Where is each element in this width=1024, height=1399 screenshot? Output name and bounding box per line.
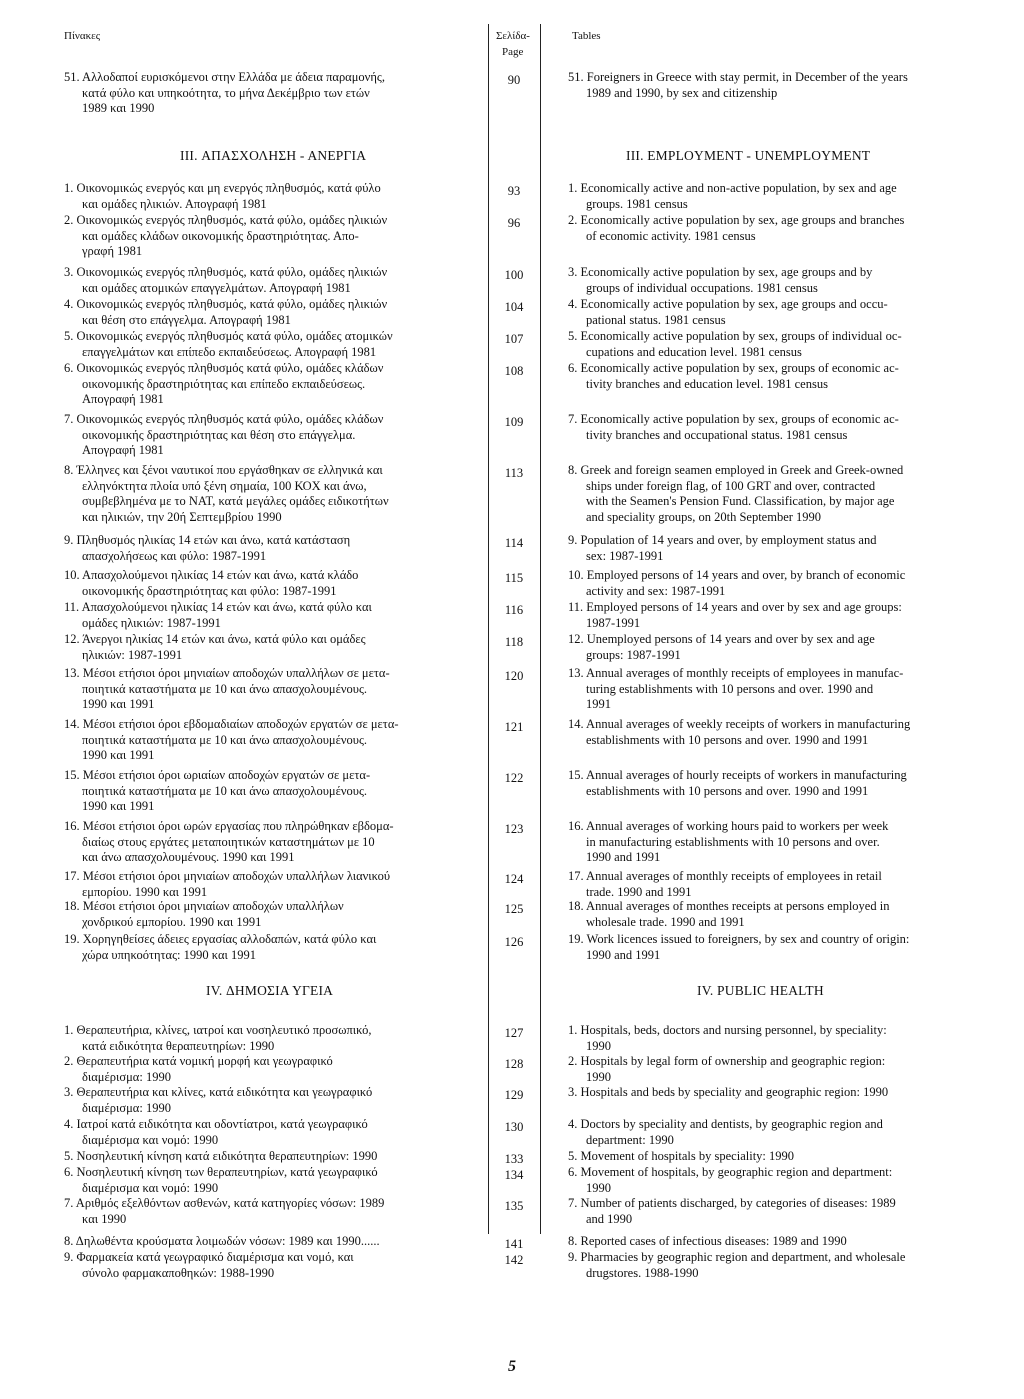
entry-greek (64, 666, 490, 713)
entry-english (568, 297, 994, 328)
entry-page-number: 127 (504, 1026, 524, 1040)
entry-english (568, 329, 994, 360)
entry-greek-line: 15. Μέσοι ετήσιοι όροι ωριαίων αποδοχών εργατών σε μετα- (64, 768, 371, 782)
entry-page-number: 133 (504, 1152, 524, 1166)
entry-greek-line: διαμέρισμα και νομό: 1990 (82, 1132, 219, 1147)
entry-greek-line: 3. Οικονομικώς ενεργός πληθυσμός, κατά φύλο, ομάδες ηλικιών (64, 265, 388, 279)
entry-greek-line: εμπορίου. 1990 και 1991 (82, 884, 208, 899)
entry-page-number: 115 (504, 571, 524, 585)
entry-greek-line: διαμέρισμα: 1990 (82, 1100, 171, 1115)
entry-english-line: tivity branches and education level. 1981 census (586, 376, 828, 391)
entry-english (568, 181, 994, 212)
entry-page-number: 129 (504, 1088, 524, 1102)
entry-english-line: 9. Pharmacies by geographic region and department, and wholesale (568, 1250, 906, 1264)
entry-greek (64, 768, 490, 815)
entry-greek (64, 1054, 490, 1085)
entry-greek-line: και ομάδες ατομικών επαγγελμάτων. Απογραφή 1981 (82, 280, 351, 295)
entry-english-line: 1. Hospitals, beds, doctors and nursing personnel, by speciality: (568, 1023, 887, 1037)
entry-english-line: 8. Reported cases of infectious diseases: 1989 and 1990 (568, 1234, 847, 1248)
entry-page-number: 125 (504, 902, 524, 916)
entry-greek-line: 12. Άνεργοι ηλικίας 14 ετών και άνω, κατά φύλο και ομάδες (64, 632, 366, 646)
entry-english-line: 1990 (586, 1180, 611, 1195)
entry-greek-line: 7. Οικονομικώς ενεργός πληθυσμός κατά φύλο, ομάδες κλάδων (64, 412, 384, 426)
entry-greek (64, 1023, 490, 1054)
entry-greek (64, 297, 490, 328)
entry-page-number: 124 (504, 872, 524, 886)
entry-page-number: 90 (507, 73, 521, 87)
entry-page-number: 128 (504, 1057, 524, 1071)
header-page-english: Page (502, 46, 524, 58)
entry-english (568, 899, 994, 930)
entry-greek-line: επαγγελμάτων και επίπεδο εκπαιδεύσεως. Απογραφή 1981 (82, 344, 377, 359)
section-heading-employment-english: III. EMPLOYMENT - UNEMPLOYMENT (626, 148, 871, 163)
entry-page-number: 135 (504, 1199, 524, 1213)
entry-page-number: 116 (504, 603, 524, 617)
entry-page-number: 113 (504, 466, 524, 480)
entry-greek-line: και 1990 (82, 1211, 127, 1226)
section-heading-health-english: IV. PUBLIC HEALTH (697, 983, 824, 998)
entry-english-line: groups. 1981 census (586, 196, 688, 211)
entry-english (568, 666, 994, 713)
entry-page-number: 123 (504, 822, 524, 836)
entry-page-number: 96 (507, 216, 521, 230)
entry-english-line: 5. Movement of hospitals by speciality: 1990 (568, 1149, 795, 1163)
column-divider-right (540, 24, 541, 1234)
entry-english (568, 768, 994, 799)
entry-greek-line: 14. Μέσοι ετήσιοι όροι εβδομαδιαίων αποδοχών εργατών σε μετα- (64, 717, 399, 731)
entry-page-number: 120 (504, 669, 524, 683)
entry-page-number: 126 (504, 935, 524, 949)
entry-greek-line: οικονομικής δραστηριότητας και φύλο: 1987-1991 (82, 583, 337, 598)
entry-greek-line: οικονομικής δραστηριότητας και θέση στο επάγγελμα. (82, 427, 356, 442)
entry-greek-line: 9. Πληθυσμός ηλικίας 14 ετών και άνω, κατά κατάσταση (64, 533, 351, 547)
entry-english-line: 1987-1991 (586, 615, 641, 630)
entry-greek-line: ηλικιών: 1987-1991 (82, 647, 183, 662)
entry-greek-line: και ομάδες ηλικιών. Απογραφή 1981 (82, 196, 267, 211)
entry-english (568, 869, 994, 900)
entry-english (568, 70, 994, 101)
entry-english-line: drugstores. 1988-1990 (586, 1265, 699, 1280)
entry-english-line: 16. Annual averages of working hours paid to workers per week (568, 819, 889, 833)
entry-english-line: 1. Economically active and non-active population, by sex and age (568, 181, 897, 195)
entry-greek-line: 19. Χορηγηθείσες άδειες εργασίας αλλοδαπών, κατά φύλο και (64, 932, 377, 946)
entry-english (568, 213, 994, 244)
entry-english-line: 7. Number of patients discharged, by categories of diseases: 1989 (568, 1196, 896, 1210)
entry-english (568, 568, 994, 599)
entry-greek-line: χώρα υπηκοότητας: 1990 και 1991 (82, 947, 257, 962)
entry-english-line: 1990 (586, 1069, 611, 1084)
entry-english (568, 1149, 994, 1165)
entry-page-number: 114 (504, 536, 524, 550)
entry-english-line: department: 1990 (586, 1132, 674, 1147)
entry-english (568, 412, 994, 443)
entry-english-line: establishments with 10 persons and over. 1990 and 1991 (586, 783, 869, 798)
entry-greek-line: 1990 και 1991 (82, 748, 155, 763)
entry-greek-line: 5. Οικονομικώς ενεργός πληθυσμός κατά φύλο, ομάδες ατομικών (64, 329, 393, 343)
entry-english-line: 2. Economically active population by sex, age groups and branches (568, 213, 905, 227)
entry-greek (64, 1117, 490, 1148)
entry-greek-line: Απογραφή 1981 (82, 443, 164, 458)
entry-english-line: pational status. 1981 census (586, 312, 726, 327)
entry-greek-line: 13. Μέσοι ετήσιοι όροι μηνιαίων αποδοχών υπαλλήλων σε μετα- (64, 666, 390, 680)
entry-english (568, 361, 994, 392)
entry-greek-line: 6. Νοσηλευτική κίνηση των θεραπευτηρίων, κατά γεωγραφικό (64, 1165, 378, 1179)
entry-english-line: establishments with 10 persons and over. 1990 and 1991 (586, 732, 869, 747)
entry-greek-line: ποιητικά καταστήματα με 10 και άνω απασχολουμένους. (82, 681, 368, 696)
entry-page-number: 134 (504, 1168, 524, 1182)
entry-english-line: 7. Economically active population by sex, groups of economic ac- (568, 412, 899, 426)
entry-greek-line: Απογραφή 1981 (82, 392, 164, 407)
entry-english-line: 4. Doctors by speciality and dentists, by geographic region and (568, 1117, 883, 1131)
entry-greek-line: ποιητικά καταστήματα με 10 και άνω απασχολουμένους. (82, 783, 368, 798)
entry-greek-line: κατά φύλο και υπηκοότητα, το μήνα Δεκέμβριο των ετών (82, 85, 370, 100)
entry-page-number: 109 (504, 415, 524, 429)
entry-greek (64, 568, 490, 599)
entry-english-line: with the Seamen's Pension Fund. Classification, by major age (586, 494, 895, 509)
entry-page-number: 93 (507, 184, 521, 198)
entry-greek (64, 632, 490, 663)
entry-english (568, 1054, 994, 1085)
entry-english-line: 5. Economically active population by sex, groups of individual oc- (568, 329, 902, 343)
entry-english-line: turing establishments with 10 persons and over. 1990 and (586, 681, 874, 696)
entry-english-line: 10. Employed persons of 14 years and over, by branch of economic (568, 568, 906, 582)
entry-english-line: and speciality groups, on 20th September 1990 (586, 509, 822, 524)
entry-english-line: 3. Hospitals and beds by speciality and geographic region: 1990 (568, 1085, 889, 1099)
entry-greek-line: 11. Απασχολούμενοι ηλικίας 14 ετών και άνω, κατά φύλο και (64, 600, 372, 614)
entry-english (568, 632, 994, 663)
entry-english-line: cupations and education level. 1981 census (586, 344, 802, 359)
entry-english-line: 1990 (586, 1038, 611, 1053)
entry-page-number: 142 (504, 1253, 524, 1267)
entry-english-line: 8. Greek and foreign seamen employed in Greek and Greek-owned (568, 463, 904, 477)
entry-english-line: 1990 and 1991 (586, 850, 661, 865)
entry-greek-line: διαίως στους εργάτες μεταποιητικών καταστημάτων με 10 (82, 834, 375, 849)
entry-english-line: activity and sex: 1987-1991 (586, 583, 726, 598)
entry-greek-line: 1990 και 1991 (82, 697, 155, 712)
entry-greek-line: 5. Νοσηλευτική κίνηση κατά ειδικότητα θεραπευτηρίων: 1990 (64, 1149, 378, 1163)
entry-greek-line: σύνολο φαρμακαποθηκών: 1988-1990 (82, 1265, 275, 1280)
entry-greek-line: 7. Αριθμός εξελθόντων ασθενών, κατά κατηγορίες νόσων: 1989 (64, 1196, 385, 1210)
entry-english-line: sex: 1987-1991 (586, 548, 664, 563)
entry-greek (64, 463, 490, 525)
entry-english-line: 13. Annual averages of monthly receipts of employees in manufac- (568, 666, 904, 680)
entry-greek-line: 51. Αλλοδαποί ευρισκόμενοι στην Ελλάδα με άδεια παραμονής, (64, 70, 385, 84)
entry-english (568, 463, 994, 525)
entry-greek (64, 533, 490, 564)
entry-english (568, 1165, 994, 1196)
entry-english-line: 17. Annual averages of monthly receipts of employees in retail (568, 869, 882, 883)
entry-english-line: and 1990 (586, 1211, 633, 1226)
entry-greek-line: 17. Μέσοι ετήσιοι όροι μηνιαίων αποδοχών υπαλλήλων λιανικού (64, 869, 391, 883)
entry-english-line: 1991 (586, 697, 611, 712)
entry-english-line: in manufacturing establishments with 10 persons and over. (586, 834, 880, 849)
entry-english-line: of economic activity. 1981 census (586, 228, 756, 243)
entry-greek-line: οικονομικής δραστηριότητας και επίπεδο εκπαιδεύσεως. (82, 376, 366, 391)
entry-english-line: groups: 1987-1991 (586, 647, 681, 662)
entry-page-number: 122 (504, 771, 524, 785)
entry-english-line: 1989 and 1990, by sex and citizenship (586, 85, 778, 100)
header-page-greek: Σελίδα- (496, 30, 530, 42)
entry-greek (64, 717, 490, 764)
entry-english-line: 19. Work licences issued to foreigners, by sex and country of origin: (568, 932, 910, 946)
entry-greek-line: διαμέρισμα: 1990 (82, 1069, 171, 1084)
entry-greek (64, 600, 490, 631)
section-heading-employment-greek: III. ΑΠΑΣΧΟΛΗΣΗ - ΑΝΕΡΓΙΑ (180, 148, 367, 163)
entry-english (568, 819, 994, 866)
entry-english-line: 4. Economically active population by sex, age groups and occu- (568, 297, 888, 311)
entry-greek (64, 70, 490, 117)
entry-english-line: 14. Annual averages of weekly receipts of workers in manufacturing (568, 717, 911, 731)
entry-page-number: 118 (504, 635, 524, 649)
entry-english (568, 717, 994, 748)
entry-greek-line: 8. Δηλωθέντα κρούσματα λοιμωδών νόσων: 1989 και 1990...... (64, 1234, 380, 1248)
entry-english (568, 1117, 994, 1148)
entry-greek (64, 1085, 490, 1116)
header-english: Tables (572, 30, 601, 42)
entry-page-number: 104 (504, 300, 524, 314)
entry-greek-line: διαμέρισμα και νομό: 1990 (82, 1180, 219, 1195)
entry-greek-line: 6. Οικονομικώς ενεργός πληθυσμός κατά φύλο, ομάδες κλάδων (64, 361, 384, 375)
entry-english-line: 9. Population of 14 years and over, by employment status and (568, 533, 877, 547)
entry-greek-line: κατά ειδικότητα θεραπευτηρίων: 1990 (82, 1038, 275, 1053)
entry-page-number: 130 (504, 1120, 524, 1134)
entry-english-line: 51. Foreigners in Greece with stay permit, in December of the years (568, 70, 908, 84)
entry-greek-line: 4. Ιατροί κατά ειδικότητα και οδοντίατροι, κατά γεωγραφικό (64, 1117, 368, 1131)
entry-english (568, 1234, 994, 1250)
entry-greek-line: 1990 και 1991 (82, 799, 155, 814)
entry-greek-line: 4. Οικονομικώς ενεργός πληθυσμός, κατά φύλο, ομάδες ηλικιών (64, 297, 388, 311)
header-greek: Πίνακες (64, 30, 101, 42)
entry-greek-line: συμβεβλημένα με το ΝΑΤ, κατά μεγάλες ομάδες ειδικοτήτων (82, 494, 389, 509)
entry-greek-line: 3. Θεραπευτήρια και κλίνες, κατά ειδικότητα και γεωγραφικό (64, 1085, 373, 1099)
entry-english-line: 1990 and 1991 (586, 947, 661, 962)
entry-english-line: 3. Economically active population by sex, age groups and by (568, 265, 873, 279)
entry-english (568, 600, 994, 631)
entry-greek (64, 1149, 490, 1165)
entry-english (568, 1196, 994, 1227)
entry-greek (64, 1234, 490, 1250)
entry-greek (64, 329, 490, 360)
page-number: 5 (508, 1358, 516, 1375)
entry-greek (64, 899, 490, 930)
entry-greek-line: ελληνόκτητα πλοία υπό ξένη σημαία, 100 ΚΟΧ και άνω, (82, 478, 367, 493)
entry-page-number: 121 (504, 720, 524, 734)
entry-english-line: 18. Annual averages of monthes receipts at persons employed in (568, 899, 890, 913)
entry-english-line: tivity branches and occupational status. 1981 census (586, 427, 848, 442)
entry-greek-line: και θέση στο επάγγελμα. Απογραφή 1981 (82, 312, 291, 327)
entry-english-line: 6. Economically active population by sex, groups of economic ac- (568, 361, 899, 375)
entry-english (568, 265, 994, 296)
entry-greek-line: και άνω απασχολουμένους. 1990 και 1991 (82, 850, 295, 865)
entry-english (568, 533, 994, 564)
entry-greek-line: και ηλικιών, την 20ή Σεπτεμβρίου 1990 (82, 509, 282, 524)
entry-english-line: 6. Movement of hospitals, by geographic region and department: (568, 1165, 893, 1179)
entry-greek-line: 1989 και 1990 (82, 101, 155, 116)
entry-english-line: ships under foreign flag, of 100 GRT and over, contracted (586, 478, 876, 493)
entry-page-number: 141 (504, 1237, 524, 1251)
entry-greek-line: 1. Θεραπευτήρια, κλίνες, ιατροί και νοσηλευτικό προσωπικό, (64, 1023, 372, 1037)
entry-greek (64, 412, 490, 459)
entry-english-line: groups of individual occupations. 1981 census (586, 280, 818, 295)
entry-english-line: 11. Employed persons of 14 years and over by sex and age groups: (568, 600, 902, 614)
entry-page-number: 108 (504, 364, 524, 378)
entry-english (568, 932, 994, 963)
entry-page-number: 100 (504, 268, 524, 282)
entry-greek-line: 10. Απασχολούμενοι ηλικίας 14 ετών και άνω, κατά κλάδο (64, 568, 359, 582)
entry-english-line: wholesale trade. 1990 and 1991 (586, 914, 745, 929)
entry-greek-line: 2. Οικονομικώς ενεργός πληθυσμός, κατά φύλο, ομάδες ηλικιών (64, 213, 388, 227)
entry-greek-line: γραφή 1981 (82, 244, 143, 259)
entry-english (568, 1250, 994, 1281)
entry-english (568, 1085, 994, 1101)
entry-greek (64, 1250, 490, 1281)
entry-greek-line: ομάδες ηλικιών: 1987-1991 (82, 615, 221, 630)
entry-greek-line: ποιητικά καταστήματα με 10 και άνω απασχολουμένους. (82, 732, 368, 747)
entry-greek (64, 819, 490, 866)
entry-greek (64, 213, 490, 260)
entry-greek (64, 1165, 490, 1196)
entry-greek (64, 181, 490, 212)
section-heading-health-greek: IV. ΔΗΜΟΣΙΑ ΥΓΕΙΑ (206, 983, 334, 998)
entry-greek (64, 361, 490, 408)
entry-greek-line: και ομάδες κλάδων οικονομικής δραστηριότητας. Απο- (82, 228, 359, 243)
entry-greek (64, 265, 490, 296)
entry-greek-line: 16. Μέσοι ετήσιοι όροι ωρών εργασίας που πληρώθηκαν εβδομα- (64, 819, 394, 833)
entry-english-line: trade. 1990 and 1991 (586, 884, 692, 899)
entry-greek-line: 1. Οικονομικώς ενεργός και μη ενεργός πληθυσμός, κατά φύλο (64, 181, 381, 195)
entry-greek (64, 1196, 490, 1227)
entry-english-line: 2. Hospitals by legal form of ownership and geographic region: (568, 1054, 886, 1068)
entry-greek-line: 18. Μέσοι ετήσιοι όροι μηνιαίων αποδοχών υπαλλήλων (64, 899, 344, 913)
entry-greek (64, 869, 490, 900)
entry-english-line: 12. Unemployed persons of 14 years and over by sex and age (568, 632, 875, 646)
entry-greek-line: χονδρικού εμπορίου. 1990 και 1991 (82, 914, 262, 929)
entry-greek-line: 8. Έλληνες και ξένοι ναυτικοί που εργάσθηκαν σε ελληνικά και (64, 463, 383, 477)
entry-greek-line: 2. Θεραπευτήρια κατά νομική μορφή και γεωγραφικό (64, 1054, 333, 1068)
entry-greek-line: 9. Φαρμακεία κατά γεωγραφικό διαμέρισμα και νομό, και (64, 1250, 354, 1264)
entry-english-line: 15. Annual averages of hourly receipts of workers in manufacturing (568, 768, 907, 782)
entry-greek-line: απασχολήσεως και φύλο: 1987-1991 (82, 548, 267, 563)
entry-page-number: 107 (504, 332, 524, 346)
entry-english (568, 1023, 994, 1054)
entry-greek (64, 932, 490, 963)
